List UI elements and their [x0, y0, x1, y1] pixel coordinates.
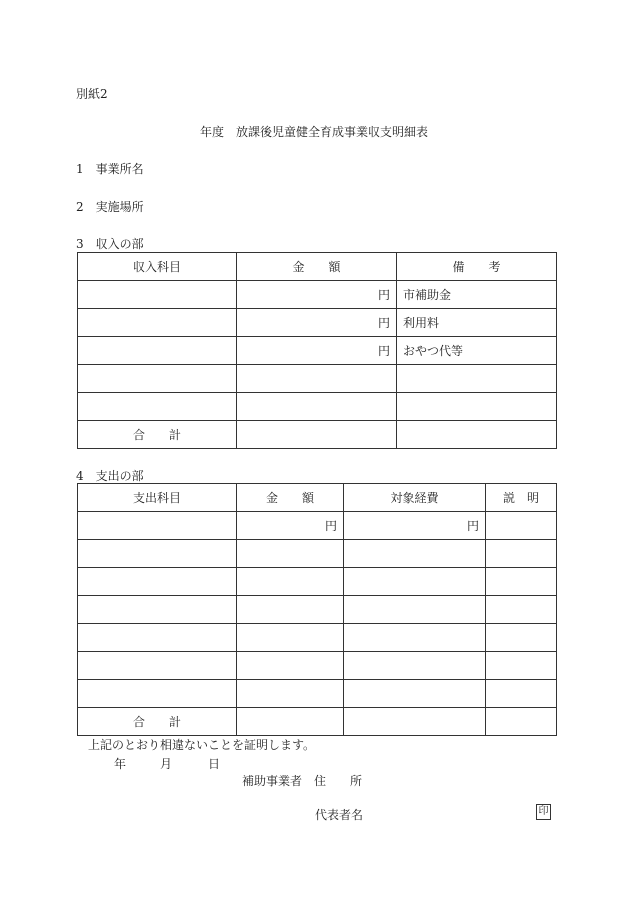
income-total-amount[interactable] — [237, 421, 397, 449]
expense-header-row — [78, 484, 557, 512]
section-expense: 4 支出の部 — [76, 469, 144, 483]
expense-amount-cell[interactable]: 円 — [237, 512, 344, 540]
table-row — [78, 281, 557, 309]
expense-amount-cell[interactable] — [237, 624, 344, 652]
expense-item-cell[interactable] — [78, 624, 237, 652]
income-note-cell: 利用料 — [397, 309, 557, 337]
expense-header-amount: 金 額 — [237, 484, 344, 512]
expense-target-cell[interactable] — [344, 652, 486, 680]
expense-total-explanation[interactable] — [486, 708, 557, 736]
table-row — [78, 624, 557, 652]
expense-item-cell[interactable] — [78, 652, 237, 680]
expense-item-cell[interactable] — [78, 680, 237, 708]
attachment-label: 別紙2 — [76, 87, 108, 101]
expense-amount-cell[interactable] — [237, 540, 344, 568]
section-income: 3 収入の部 — [76, 237, 144, 251]
expense-header-target: 対象経費 — [344, 484, 486, 512]
income-note-cell: 市補助金 — [397, 281, 557, 309]
income-amount-cell[interactable] — [237, 393, 397, 421]
date-day-label: 日 — [208, 757, 221, 771]
table-row — [78, 568, 557, 596]
income-item-cell[interactable] — [78, 281, 237, 309]
expense-explanation-cell[interactable] — [486, 540, 557, 568]
expense-amount-cell[interactable] — [237, 652, 344, 680]
expense-target-cell[interactable] — [344, 568, 486, 596]
certification-statement: 上記のとおり相違ないことを証明します。 — [88, 738, 316, 752]
date-year-label: 年 — [114, 757, 127, 771]
expense-target-cell[interactable] — [344, 624, 486, 652]
table-row — [78, 680, 557, 708]
expense-explanation-cell[interactable] — [486, 680, 557, 708]
income-amount-cell[interactable]: 円 — [237, 281, 397, 309]
table-row — [78, 596, 557, 624]
table-row — [78, 540, 557, 568]
income-total-row — [78, 421, 557, 449]
expense-item-cell[interactable] — [78, 596, 237, 624]
income-amount-cell[interactable]: 円 — [237, 337, 397, 365]
income-item-cell[interactable] — [78, 365, 237, 393]
expense-target-cell[interactable]: 円 — [344, 512, 486, 540]
income-note-cell[interactable] — [397, 393, 557, 421]
table-row — [78, 652, 557, 680]
expense-explanation-cell[interactable] — [486, 568, 557, 596]
expense-explanation-cell[interactable] — [486, 624, 557, 652]
income-item-cell[interactable] — [78, 393, 237, 421]
expense-amount-cell[interactable] — [237, 568, 344, 596]
expense-amount-cell[interactable] — [237, 596, 344, 624]
expense-item-cell[interactable] — [78, 568, 237, 596]
income-note-cell: おやつ代等 — [397, 337, 557, 365]
expense-target-cell[interactable] — [344, 680, 486, 708]
section-location: 2 実施場所 — [76, 200, 144, 214]
table-row — [78, 337, 557, 365]
expense-item-cell[interactable] — [78, 512, 237, 540]
table-row — [78, 512, 557, 540]
representative-name-label: 代表者名 — [315, 808, 364, 822]
income-header-note: 備 考 — [397, 253, 557, 281]
table-row — [78, 393, 557, 421]
section-office-name: 1 事業所名 — [76, 162, 144, 176]
income-table — [77, 252, 557, 449]
expense-item-cell[interactable] — [78, 540, 237, 568]
table-row — [78, 365, 557, 393]
income-total-note[interactable] — [397, 421, 557, 449]
expense-total-target[interactable] — [344, 708, 486, 736]
expense-header-item: 支出科目 — [78, 484, 237, 512]
income-note-cell[interactable] — [397, 365, 557, 393]
expense-amount-cell[interactable] — [237, 680, 344, 708]
income-header-amount: 金 額 — [237, 253, 397, 281]
income-amount-cell[interactable] — [237, 365, 397, 393]
expense-header-explanation: 説 明 — [486, 484, 557, 512]
expense-target-cell[interactable] — [344, 596, 486, 624]
income-amount-cell[interactable]: 円 — [237, 309, 397, 337]
page-title: 年度 放課後児童健全育成事業収支明細表 — [200, 125, 429, 139]
income-header-row — [78, 253, 557, 281]
income-total-label: 合 計 — [78, 421, 237, 449]
date-month-label: 月 — [160, 757, 173, 771]
expense-total-amount[interactable] — [237, 708, 344, 736]
expense-explanation-cell[interactable] — [486, 652, 557, 680]
expense-explanation-cell[interactable] — [486, 596, 557, 624]
expense-total-row — [78, 708, 557, 736]
expense-table — [77, 483, 557, 736]
income-item-cell[interactable] — [78, 337, 237, 365]
expense-target-cell[interactable] — [344, 540, 486, 568]
expense-total-label: 合 計 — [78, 708, 237, 736]
income-header-item: 収入科目 — [78, 253, 237, 281]
address-label: 補助事業者 住 所 — [242, 774, 363, 788]
table-row — [78, 309, 557, 337]
expense-explanation-cell[interactable] — [486, 512, 557, 540]
seal-stamp-icon: 印 — [536, 804, 551, 820]
income-item-cell[interactable] — [78, 309, 237, 337]
